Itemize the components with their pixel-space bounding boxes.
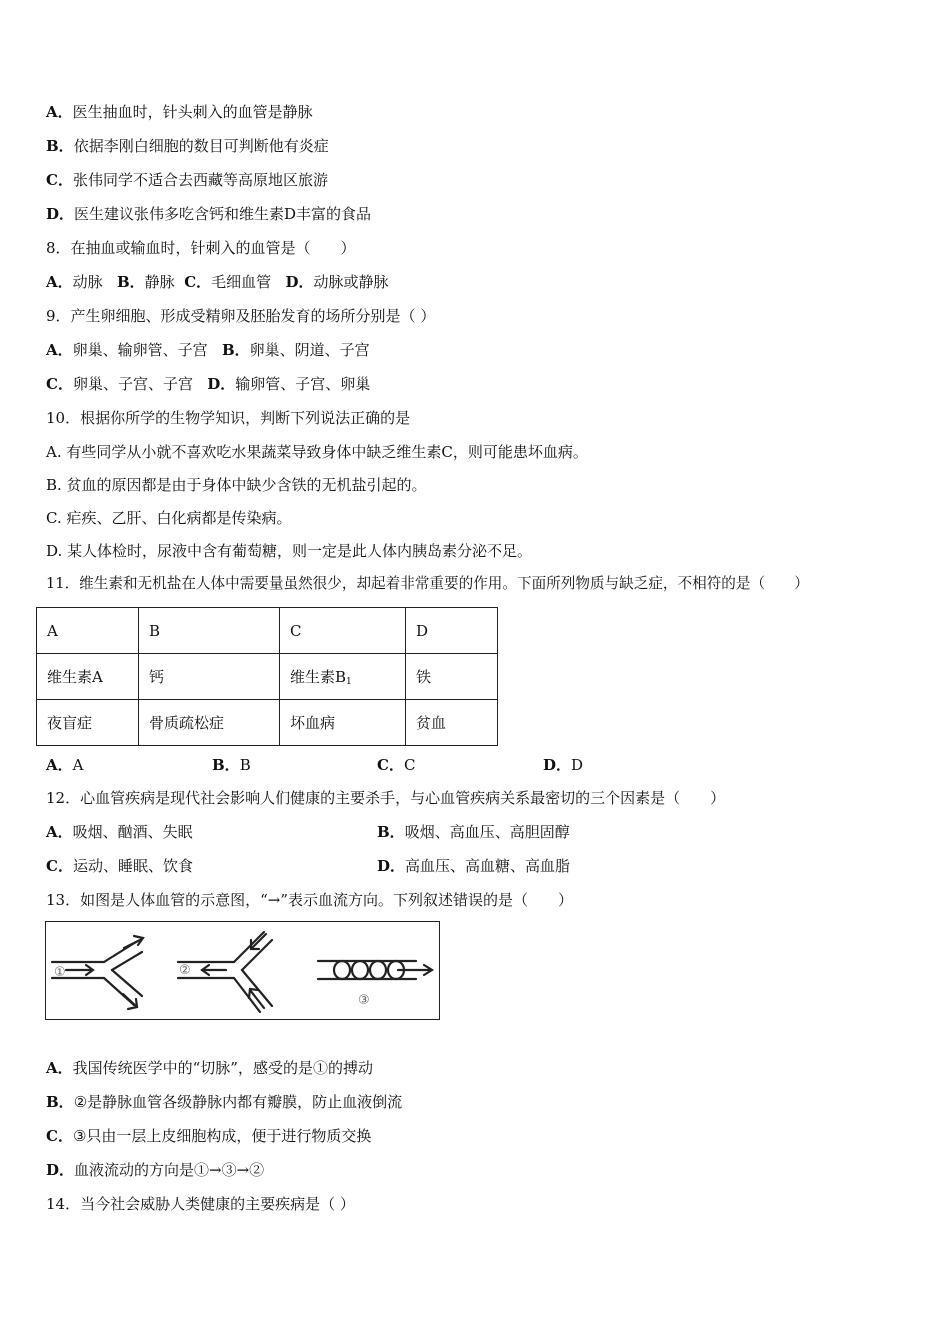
table-header-c: C (280, 608, 406, 654)
q9-stem: 9．产生卵细胞、形成受精卵及胚胎发育的场所分别是（ ） (46, 307, 436, 325)
q13-option-a (46, 1058, 373, 1078)
q14-stem: 14．当今社会威胁人类健康的主要疾病是（ ） (46, 1195, 355, 1213)
option-text: 依据李刚白细胞的数目可判断他有炎症 (73, 137, 329, 155)
option-letter: B． (116, 273, 145, 291)
table-row (37, 608, 498, 654)
q13-option-c (46, 1126, 371, 1146)
option-text: D (571, 756, 584, 774)
q12-stem: 12．心血管疾病是现代社会影响人们健康的主要杀手，与心血管疾病关系最密切的三个因素是（ ） (46, 789, 726, 807)
vessel-drawing (46, 922, 439, 1019)
option-letter: B． (46, 137, 74, 155)
option-text: 卵巢、阴道、子宫 (249, 341, 370, 359)
q10-option-a: A. 有些同学从小就不喜欢吃水果蔬菜导致身体中缺乏维生素C，则可能患坏血病。 (46, 443, 588, 461)
option-text: A (72, 756, 84, 774)
cell-text: 维生素B (290, 668, 347, 686)
table-header-a: A (37, 608, 139, 654)
option-letter: B． (46, 1093, 74, 1111)
option-text: 静脉 (144, 273, 175, 291)
label-1: ① (54, 965, 66, 980)
blood-vessel-diagram (45, 921, 440, 1020)
option-text: 吸烟、酗酒、失眠 (72, 823, 193, 841)
option-letter: A． (46, 103, 73, 121)
option-letter: D． (377, 857, 406, 875)
label-2: ② (179, 963, 191, 978)
option-text: 吸烟、高血压、高胆固醇 (404, 823, 570, 841)
q13-option-d (46, 1160, 264, 1180)
option-letter: A． (46, 273, 73, 291)
option-text: 血液流动的方向是①→③→② (74, 1161, 265, 1179)
option-text: ③只由一层上皮细胞构成，便于进行物质交换 (72, 1127, 372, 1145)
table-header-b: B (139, 608, 280, 654)
q7-option-b (46, 136, 329, 156)
option-text: 高血压、高血糖、高血脂 (405, 857, 571, 875)
q11-option-d (543, 755, 583, 775)
option-letter: D． (46, 205, 75, 223)
q8-options (46, 272, 389, 292)
q12-option-b (377, 822, 570, 842)
q13-stem: 13．如图是人体血管的示意图，“→”表示血流方向。下列叙述错误的是（ ） (46, 891, 573, 909)
q8-stem: 8．在抽血或输血时，针刺入的血管是（ ） (46, 239, 356, 257)
q11-option-b (212, 755, 251, 775)
option-text: 卵巢、子宫、子宫 (72, 375, 193, 393)
q10-stem: 10．根据你所学的生物学知识，判断下列说法正确的是 (46, 409, 411, 427)
option-letter: C． (46, 171, 73, 189)
option-letter: D． (46, 1161, 75, 1179)
option-letter: C． (46, 1127, 73, 1145)
q12-option-c (46, 856, 193, 876)
vessel-vein (178, 932, 272, 1012)
option-text: 卵巢、输卵管、子宫 (72, 341, 208, 359)
q12-option-d (377, 856, 570, 876)
q13-option-b (46, 1092, 402, 1112)
option-text: 医生建议张伟多吃含钙和维生素D丰富的食品 (74, 205, 372, 223)
q7-option-c (46, 170, 328, 190)
option-letter: A． (46, 823, 73, 841)
q10-option-b: B. 贫血的原因都是由于身体中缺少含铁的无机盐引起的。 (46, 476, 427, 494)
option-text: 毛细血管 (211, 273, 272, 291)
q9-options-ab (46, 340, 370, 360)
option-letter: A． (46, 341, 73, 359)
option-text: 张伟同学不适合去西藏等高原地区旅游 (72, 171, 328, 189)
option-text: 动脉 (72, 273, 103, 291)
option-letter: C． (184, 273, 212, 291)
option-text: ②是静脉血管各级静脉内都有瓣膜，防止血液倒流 (73, 1093, 403, 1111)
table-cell: 维生素A (37, 654, 139, 700)
option-text: C (403, 756, 416, 774)
table-cell (280, 654, 406, 700)
table-cell: 贫血 (406, 700, 498, 746)
table-cell: 骨质疏松症 (139, 700, 280, 746)
subscript: 1 (346, 677, 352, 687)
q7-option-a (46, 102, 313, 122)
option-letter: A． (46, 1059, 73, 1077)
option-letter: D． (285, 273, 314, 291)
option-letter: C． (377, 756, 404, 774)
option-letter: C． (46, 375, 73, 393)
option-letter: B． (221, 341, 250, 359)
option-letter: B． (212, 756, 240, 774)
q11-option-a (46, 755, 83, 775)
q11-option-c (377, 755, 415, 775)
q12-option-a (46, 822, 193, 842)
q10-option-d: D. 某人体检时，尿液中含有葡萄糖，则一定是此人体内胰岛素分泌不足。 (46, 542, 533, 560)
option-text: 动脉或静脉 (313, 273, 389, 291)
q9-options-cd (46, 374, 370, 394)
option-text: 医生抽血时，针头刺入的血管是静脉 (72, 103, 313, 121)
table-cell: 钙 (139, 654, 280, 700)
table-cell: 坏血病 (280, 700, 406, 746)
option-text: 我国传统医学中的“切脉”，感受的是①的搏动 (72, 1059, 373, 1077)
vessel-capillary (318, 961, 432, 979)
q11-stem: 11．维生素和无机盐在人体中需要量虽然很少，却起着非常重要的作用。下面所列物质与缺乏症，不相符的是（ ） (46, 575, 809, 592)
option-letter: A． (46, 756, 73, 774)
vitamin-table (36, 607, 498, 746)
option-text: 运动、睡眠、饮食 (72, 857, 193, 875)
option-letter: B． (377, 823, 405, 841)
option-text: 输卵管、子宫、卵巢 (235, 375, 371, 393)
option-letter: C． (46, 857, 73, 875)
q7-option-d (46, 204, 371, 224)
option-letter: D． (543, 756, 572, 774)
option-letter: D． (207, 375, 236, 393)
label-3: ③ (358, 993, 370, 1008)
table-header-d: D (406, 608, 498, 654)
table-row (37, 700, 498, 746)
table-row (37, 654, 498, 700)
table-cell: 铁 (406, 654, 498, 700)
table-cell: 夜盲症 (37, 700, 139, 746)
option-text: B (239, 756, 251, 774)
q10-option-c: C. 疟疾、乙肝、白化病都是传染病。 (46, 509, 292, 527)
